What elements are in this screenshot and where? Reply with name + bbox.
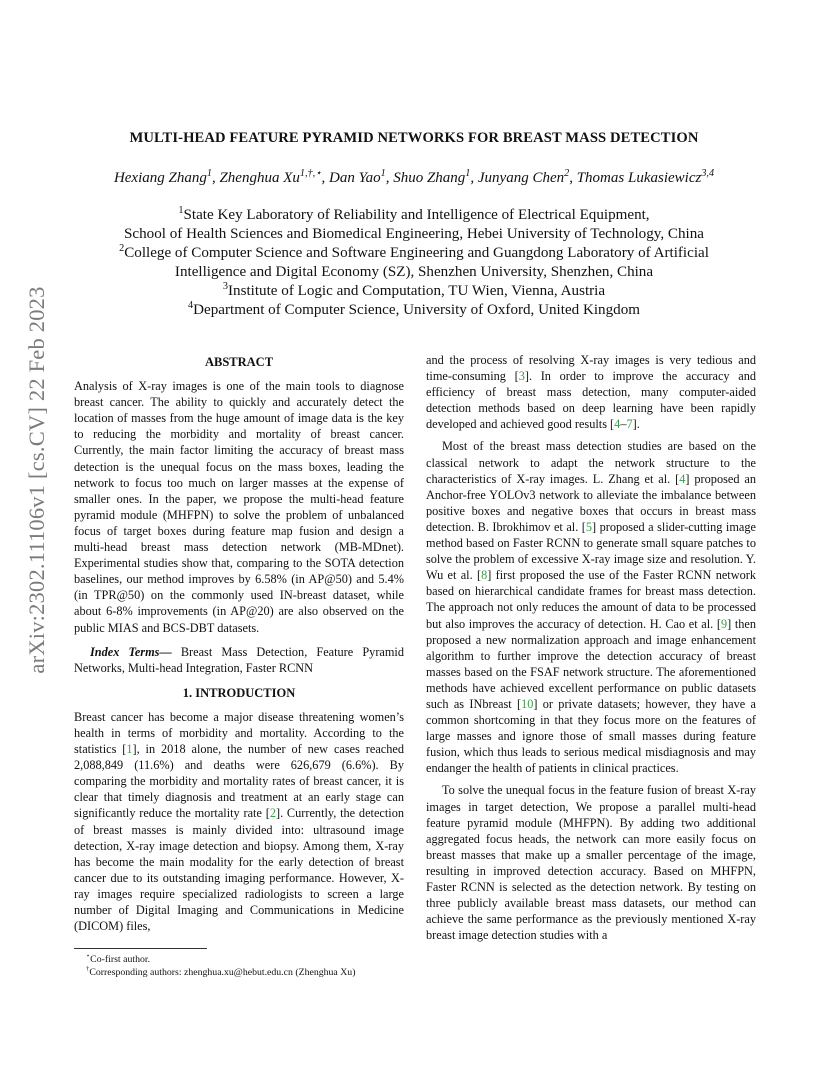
citation-link[interactable]: 1 [126, 742, 133, 757]
intro-paragraph-2 [426, 352, 756, 432]
paragraph-text: Breast cancer has become a major disease threatening women’s health in terms of morbidity and mortality. According to the statistics [ [74, 709, 404, 757]
left-column [74, 352, 404, 934]
citation-link[interactable]: 4 [679, 471, 686, 486]
footnote-mark: † [86, 965, 90, 973]
citation-link[interactable]: 3 [518, 369, 525, 384]
affiliation-text: State Key Laboratory of Reliability and Intelligence of Electrical Equipment, [183, 207, 650, 223]
author-list: Hexiang Zhang$^1$, Zhenghua $Xu^{1,\dagger,⋆}$, Dan Yao$^1$, Shuo Zhang$^1$, Junyang Chen$^2$, Thomas Lukasiewicz$^{3,4}$ [113, 168, 715, 186]
paper-title: MULTI-HEAD FEATURE PYRAMID NETWORKS FOR BREAST MASS DETECTION [129, 130, 699, 146]
affiliation-block [0, 206, 828, 319]
affiliation-line [0, 225, 828, 244]
footnote-text: Corresponding authors: zhenghua.xu@hebut.edu.cn (Zhenghua Xu) [89, 967, 356, 978]
author-name: Thomas Lukasiewicz [576, 170, 702, 186]
affiliation-line [0, 301, 828, 320]
citation-link[interactable]: 2 [269, 806, 276, 821]
paragraph-text: ]. In order to improve the accuracy and efficiency of breast mass detection, many computer-aided detection methods based on deep learning have been rapidly developed and achieved good results [ [426, 369, 756, 432]
author-affiliation-mark: 1 [465, 168, 471, 179]
index-terms [74, 644, 404, 676]
author-affiliation-mark: 3,4 [701, 168, 715, 179]
right-column [426, 352, 756, 943]
paragraph-text: ]. Currently, the detection of breast masses is mainly divided into: ultrasound image detection, X-ray image detection and biopsy. Among them, X-ray has become the main modality for the early detection of breast cancer due to its outstanding imaging performance. However, X-ray images require specialized radiologists to screen a large number of Digital Imaging and Communications in Medicine (DICOM) files, [74, 806, 404, 934]
author-name: Shuo Zhang [393, 170, 466, 186]
affiliation-line [0, 244, 828, 263]
affiliation-mark: 3 [222, 280, 229, 292]
citation-link[interactable]: 8 [481, 568, 488, 583]
abstract-text: Analysis of X-ray images is one of the main tools to diagnose breast cancer. The ability to quickly and accurately detect the location of masses from the huge amount of image data is the key to reducing the morbidity and mortality of breast cancer. Currently, the main factor limiting the accuracy of breast mass detection is the unequal focus on the mass boxes, leading the network to focus too much on larger masses at the expense of smaller ones. In the paper, we propose the multi-head feature pyramid module (MHFPN) to solve the problem of unbalanced focus of target boxes during feature map fusion and design a multi-head breast mass detection network (MB-MDnet). Experimental studies show that, comparing to the SOTA detection baselines, our method improves by 6.58% (in AP@50) and 5.4% (in TPR@50) on the commonly used IN-breast dataset, while about 6-8% improvements (in AP@20) are also observed on the public MIAS and BCS-DBT datasets. [74, 379, 404, 635]
affiliation-line [0, 263, 828, 282]
abstract-heading: ABSTRACT [204, 355, 274, 369]
affiliation-text: Intelligence and Digital Economy (SZ), Shenzhen University, Shenzhen, China [174, 263, 654, 280]
author-affiliation-mark: 1 [380, 168, 386, 179]
affiliation-text: Department of Computer Science, University of Oxford, United Kingdom [193, 301, 640, 318]
intro-paragraph-1 [74, 709, 404, 934]
author-name: Zhenghua Xu [219, 170, 300, 186]
footnote-mark: ⋆ [86, 952, 91, 960]
affiliation-line [0, 206, 828, 225]
paragraph-text: Most of the breast mass detection studies are based on the classical network to adapt the network structure to the characteristics of X-ray images. L. Zhang et al. [ [426, 439, 756, 486]
citation-link[interactable]: 10 [521, 696, 534, 711]
citation-link[interactable]: 9 [720, 616, 728, 631]
paragraph-text: ] proposed a slider-cutting image method based on Faster RCNN to generate small square patches to solve the problem of excessive X-ray image size and resolution. Y. Wu et al. [ [426, 519, 756, 583]
citation-link[interactable]: 7 [626, 417, 633, 432]
citation-link[interactable]: 4 [614, 417, 621, 432]
paragraph-text: and the process of resolving X-ray images is very tedious and time-consuming [ [426, 353, 756, 384]
footnote-text: Co-first author. [90, 954, 151, 965]
affiliation-mark: 1 [178, 204, 184, 216]
affiliation-text: College of Computer Science and Software Engineering and Guangdong Laboratory of Artificial [124, 244, 709, 261]
paragraph-text: ] proposed an Anchor-free YOLOv3 network to alleviate the imbalance between positive boxes and negative boxes that occurs in breast mass detection. B. Ibrokhimov et al. [ [426, 471, 756, 534]
paragraph-text: ]. [632, 417, 640, 432]
affiliation-mark: 2 [119, 242, 125, 254]
intro-paragraph-4 [426, 782, 756, 943]
index-terms-label: Index Terms— [90, 644, 172, 659]
footnote [74, 966, 404, 979]
citation-link[interactable]: 5 [585, 519, 593, 534]
affiliation-mark: 4 [188, 299, 194, 311]
index-terms-text: Breast Mass Detection, Feature Pyramid Networks, Multi-head Integration, Faster RCNN [74, 644, 404, 675]
paragraph-text: ] first proposed the use of the Faster RCNN network based on hierarchical candidate frames for breast mass detection. The approach not only reduces the amount of data to be processed but also improves the accuracy of detection. H. Cao et al. [ [426, 568, 756, 631]
author-affiliation-mark: 1 [206, 168, 212, 179]
footnote [74, 953, 404, 966]
arxiv-identifier-stamp: arXiv:2302.11106v1 [cs.CV] 22 Feb 2023 [24, 286, 49, 674]
footnote-divider [74, 948, 207, 949]
author-name: Junyang Chen [477, 170, 565, 186]
affiliation-text: Institute of Logic and Computation, TU Wien, Vienna, Austria [228, 282, 606, 299]
author-name: Hexiang Zhang [113, 170, 207, 186]
footnotes [74, 953, 404, 979]
intro-paragraph-3 [426, 438, 756, 776]
author-affiliation-mark: 1,†,⋆ [299, 168, 322, 179]
author-affiliation-mark: 2 [564, 168, 570, 179]
introduction-heading: 1. INTRODUCTION [182, 685, 296, 700]
paragraph-text: ], in 2018 alone, the number of new cases reached 2,088,849 (11.6%) and deaths were 626,679 (6.6%). By comparing the morbidity and mortality rates of breast cancer, it is clear that timely diagnosis and treatment at an early stage can significantly reduce the mortality rate [ [74, 742, 404, 821]
affiliation-line [0, 282, 828, 301]
affiliation-text: School of Health Sciences and Biomedical Engineering, Hebei University of Technology, China [124, 225, 704, 242]
paragraph-text: ] then proposed a new normalization approach and image enhancement algorithm to further improve the detection accuracy of breast masses based on the FSAF network structure. The aforementioned methods have achieved excellent performance on public datasets such as INbreast [ [426, 616, 757, 711]
paragraph-text: ] or private datasets; however, they have a common shortcoming in that they focus more on the features of large masses and ignore those of small masses during feature fusion, which thus leads to serious medical misdiagnosis and may endanger the health of patients in clinical practices. [426, 696, 756, 776]
author-name: Dan Yao [329, 170, 381, 186]
paragraph-text: To solve the unequal focus in the feature fusion of breast X-ray images in target detection, We propose a parallel multi-head feature pyramid module (MHFPN). By adding two additional aggregated focus heads, the network can more easily focus on breast masses that make up a smaller percentage of the image, resulting in improved detection accuracy. Based on MHFPN, Faster RCNN is selected as the detection network. By testing on three publicly available breast mass datasets, our method can achieve the same performance as the previously mentioned X-ray breast image detection studies with a [426, 783, 756, 943]
paragraph-text: – [620, 417, 627, 432]
